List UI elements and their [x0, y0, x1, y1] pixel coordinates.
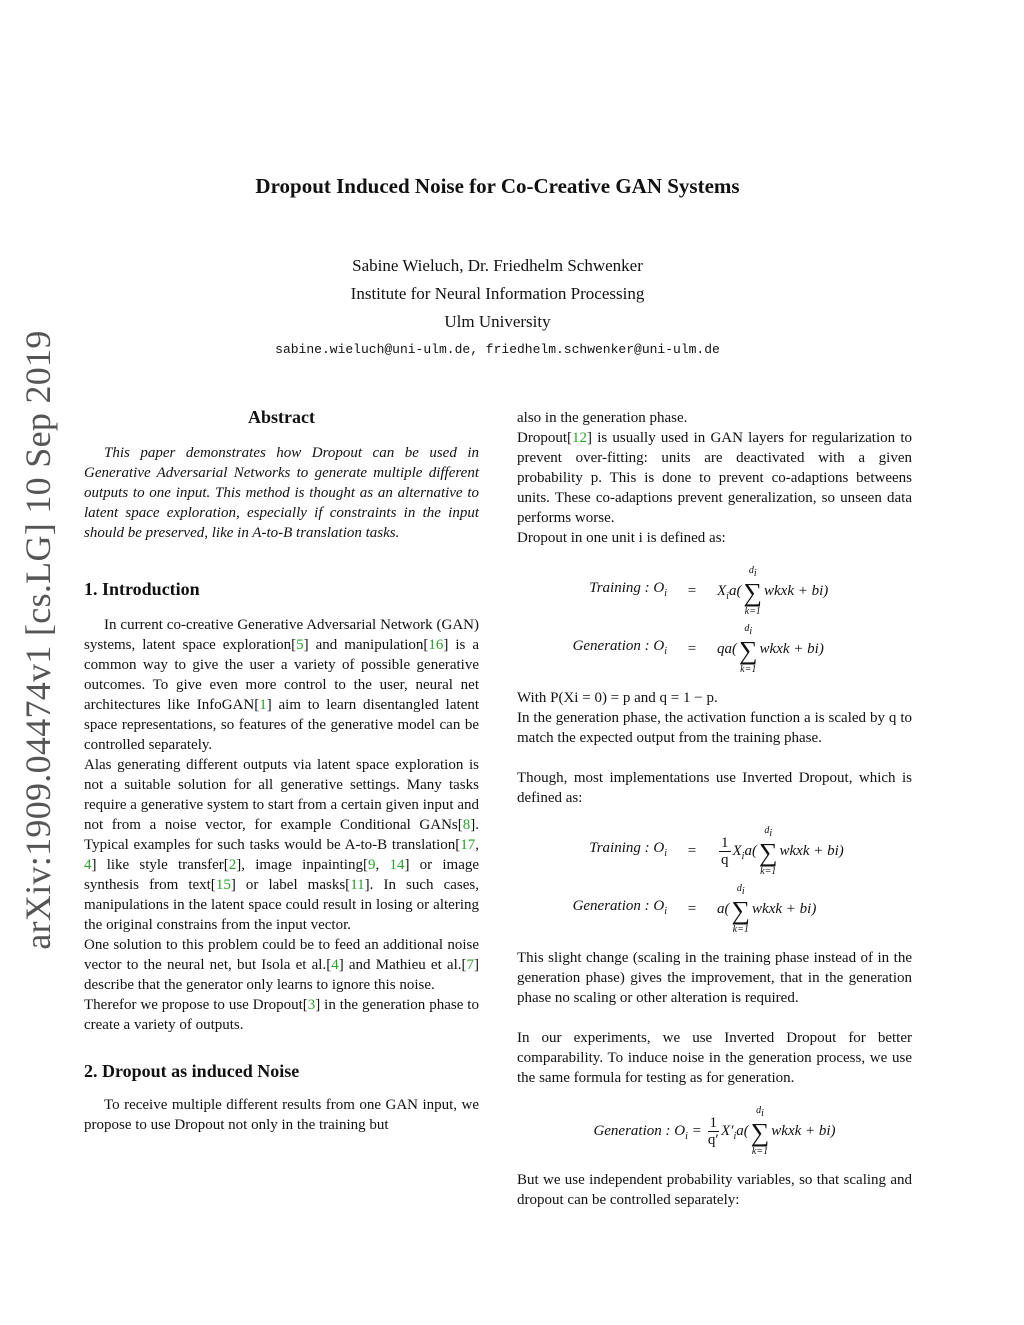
equation-row-generation — [517, 1102, 912, 1160]
summation-symbol: $d_i$ ∑ k=1 — [731, 882, 751, 935]
summation-symbol: $d_i$ ∑ k=1 — [739, 622, 758, 675]
equation-lhs: Training : $O_i$ — [589, 840, 667, 859]
text-run: In current co-creative Generative Adversarial Network (GAN) systems, latent space exploration[ — [84, 617, 479, 653]
dropout-paragraph-2 — [517, 428, 912, 528]
citation-link[interactable]: 3 — [307, 997, 316, 1013]
equation-row-generation — [517, 880, 912, 938]
citation-link[interactable]: 4 — [84, 857, 92, 873]
equation-equals: = — [687, 583, 697, 599]
paper-title: Dropout Induced Noise for Co-Creative GAN Systems — [255, 174, 740, 198]
equation-row-training — [517, 562, 912, 620]
dropout-paragraph-1: To receive multiple different results from one GAN input, we propose to use Dropout not only in the training but — [84, 1097, 479, 1133]
text-run: ]. In such cases, manipulations in the latent space could result in losing or altering the original constrains from the input vector. — [84, 877, 480, 933]
author-names: Sabine Wieluch, Dr. Friedhelm Schwenker — [352, 256, 643, 275]
citation-link[interactable]: 9 — [367, 857, 376, 873]
equation-row-generation — [517, 620, 912, 678]
dropout-paragraph-6: Though, most implementations use Inverted Dropout, which is defined as: — [517, 770, 912, 806]
equation-rhs: $X_ia$( $d_i$ ∑ k=1 wkxk + bi) — [717, 564, 829, 617]
equation-rhs: a( $d_i$ ∑ k=1 wkxk + bi) — [717, 882, 817, 935]
citation-link[interactable]: 11 — [350, 877, 365, 893]
text-run: Therefor we propose to use Dropout[ — [84, 997, 308, 1013]
dropout-paragraph-8: In our experiments, we use Inverted Dropout for better comparability. To induce noise in the generation process, we use the same formula for testing as for generation. — [517, 1030, 912, 1086]
author-block — [120, 252, 875, 336]
equation-proposed — [517, 1102, 912, 1160]
equation-equals: = — [687, 901, 697, 917]
citation-link[interactable]: 15 — [215, 877, 231, 893]
equation-lhs: Training : $O_i$ — [589, 580, 667, 599]
text-run: ] is usually used in GAN layers for regularization to prevent over-fitting: units are deactivated with a given probability p. This is done to prevent co-adaptions betweens units. These co-adaptions prevent generalization, so unseen data performs worse. — [517, 430, 912, 526]
left-column — [84, 405, 479, 1135]
fraction: $\frac{1}{q'}$ — [707, 1114, 719, 1148]
text-run: ] and manipulation[ — [303, 637, 429, 653]
author-university: Ulm University — [444, 312, 551, 331]
intro-paragraph-4 — [84, 995, 479, 1035]
text-run: One solution to this problem could be to feed an additional noise vector to the neural net, but Isola et al.[ — [84, 937, 479, 973]
dropout-paragraph-4: With P(Xi = 0) = p and q = 1 − p. — [517, 690, 718, 706]
arxiv-identifier[interactable]: arXiv:1909.04474v1 [cs.LG] 10 Sep 2019 — [18, 330, 58, 950]
summation-symbol: $d_i$ ∑ k=1 — [758, 824, 778, 877]
summation-symbol: $d_i$ ∑ k=1 — [743, 564, 762, 617]
text-run: ] and Mathieu et al.[ — [338, 957, 467, 973]
intro-paragraph-1 — [84, 615, 479, 755]
citation-link[interactable]: 12 — [572, 430, 587, 446]
citation-link[interactable]: 16 — [428, 637, 444, 653]
author-emails[interactable]: sabine.wieluch@uni-ulm.de, friedhelm.schwenker@uni-ulm.de — [275, 342, 720, 357]
text-run: ] or label masks[ — [230, 877, 351, 893]
dropout-paragraph-3: Dropout in one unit i is defined as: — [517, 530, 726, 546]
text-run: ]. Typical examples for such tasks would be A-to-B translation[ — [84, 817, 479, 853]
abstract-text: This paper demonstrates how Dropout can be used in Generative Adversarial Networks to generate multiple different outputs to one input. This method is thought as an alternative to latent space exploration, especially if constraints in the input should be preserved, like in A-to-B translation tasks. — [84, 445, 479, 541]
dropout-paragraph-7: This slight change (scaling in the training phase instead of in the generation phase) gives the improvement, that in the generation phase no scaling or other alteration is required. — [517, 950, 912, 1006]
text-run: ] or image synthesis from text[ — [84, 857, 480, 893]
equation-full: Generation : $O_i$ = $\frac{1}{q'}$ $X'_ia$( $d_i$ ∑ k=1 wkxk + bi) — [593, 1104, 836, 1157]
intro-paragraph-2 — [84, 755, 479, 935]
citation-link[interactable]: 14 — [389, 857, 405, 873]
equation-inverted-dropout — [517, 822, 912, 938]
equation-rhs: qa( $d_i$ ∑ k=1 wkxk + bi) — [717, 622, 824, 675]
equation-lhs: Generation : $O_i$ — [572, 638, 667, 657]
citation-link[interactable]: 7 — [466, 957, 474, 973]
fraction: $\frac{1}{q}$ — [721, 834, 729, 868]
text-run: ], image inpainting[ — [236, 857, 368, 873]
dropout-paragraph-1-continued: also in the generation phase. — [517, 410, 688, 426]
citation-link[interactable]: 2 — [228, 857, 237, 873]
citation-link[interactable]: 5 — [296, 637, 304, 653]
equation-dropout — [517, 562, 912, 678]
text-run: ] in the generation phase to create a variety of outputs. — [84, 997, 479, 1033]
equation-lhs: Generation : $O_i$ — [572, 898, 667, 917]
dropout-section-heading: 2. Dropout as induced Noise — [84, 1061, 300, 1081]
citation-link[interactable]: 17 — [460, 837, 476, 853]
equation-rhs: $\frac{1}{q}$ $X_ia$( $d_i$ ∑ k=1 wkxk + bi) — [721, 824, 844, 877]
text-run: Dropout[ — [517, 430, 572, 446]
text-run: , — [375, 857, 390, 873]
right-column — [517, 408, 912, 1210]
introduction-heading: 1. Introduction — [84, 579, 200, 599]
abstract-heading: Abstract — [248, 407, 315, 427]
citation-link[interactable]: 1 — [259, 697, 267, 713]
intro-paragraph-3 — [84, 935, 479, 995]
author-institute: Institute for Neural Information Processing — [350, 284, 645, 303]
equation-row-training — [517, 822, 912, 880]
text-run: ] aim to learn disentangled latent space representations, so features of the generative model can be controlled separately. — [84, 697, 479, 753]
text-run: ] describe that the generator only learns to ignore this noise. — [84, 957, 479, 993]
summation-symbol: $d_i$ ∑ k=1 — [750, 1104, 770, 1157]
text-run: ] like style transfer[ — [91, 857, 229, 873]
equation-equals: = — [687, 641, 697, 657]
equation-equals: = — [687, 843, 697, 859]
dropout-paragraph-5: In the generation phase, the activation function a is scaled by q to match the expected output from the training phase. — [517, 710, 912, 746]
citation-link[interactable]: 4 — [331, 957, 339, 973]
text-run: , — [475, 837, 479, 853]
text-run: ] is a common way to give the user a variety of possible generative outcomes. To give even more control to the user, neural net architectures like InfoGAN[ — [84, 637, 479, 713]
text-run: Alas generating different outputs via latent space exploration is not a suitable solution for all generative settings. Many tasks require a generative system to start from a certain given input and not from a noise vector, for example Conditional GANs[ — [84, 757, 479, 833]
dropout-paragraph-9: But we use independent probability variables, so that scaling and dropout can be controlled separately: — [517, 1172, 912, 1208]
citation-link[interactable]: 8 — [462, 817, 471, 833]
